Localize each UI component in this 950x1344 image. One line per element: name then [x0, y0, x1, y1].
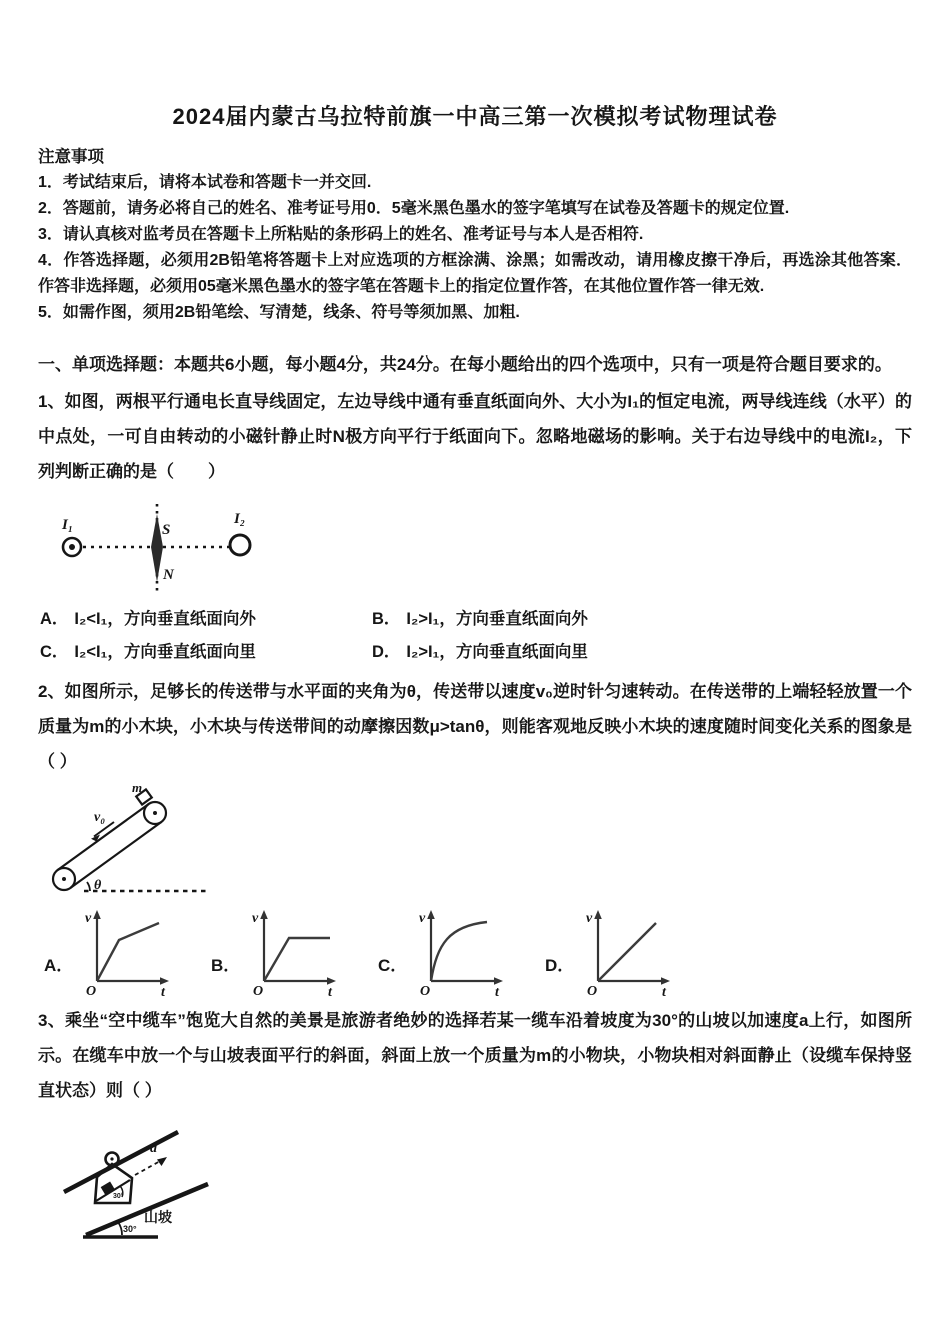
belt-speed-label: v₀ [94, 810, 106, 825]
acceleration-arrow-line [135, 1160, 162, 1175]
question-1-options [40, 609, 912, 662]
option-d-text: I₂>I₁，方向垂直纸面向里 [406, 643, 588, 661]
slope-angle-arc [118, 1222, 122, 1235]
graph-c-v-label: v [419, 911, 426, 926]
option-b-text: I₂>I₁，方向垂直纸面向外 [406, 610, 588, 628]
graph-c-o-label: O [420, 984, 431, 998]
cable-car-diagram [56, 1122, 271, 1272]
block-mass-label: m [132, 781, 143, 795]
graph-a-label: A． [44, 956, 74, 975]
t-axis-arrowhead [160, 977, 169, 985]
graph-d-t-label: t [662, 985, 667, 998]
option-d [372, 642, 912, 662]
t-axis-arrowhead [494, 977, 503, 985]
v-axis-arrowhead [427, 910, 435, 919]
graph-c-label: C． [378, 956, 408, 975]
t-axis-arrowhead [327, 977, 336, 985]
notice-item-5: 5．如需作图，须用2B铅笔绘、写清楚，线条、符号等须加黑、加粗. [38, 304, 520, 321]
acceleration-label: a [150, 1141, 157, 1156]
question-1-figure [48, 498, 912, 603]
page-title: 2024届内蒙古乌拉特前旗一中高三第一次模拟考试物理试卷 [172, 104, 778, 129]
graph-d-label: D． [545, 956, 575, 975]
north-pole-label: N [163, 567, 174, 583]
notice-item-2: 2．答题前，请务必将自己的姓名、准考证号用0．5毫米黑色墨水的签字笔填写在试卷及答题卡的规定位置. [38, 200, 790, 217]
option-a-label: A． [40, 610, 69, 628]
graph-b-label: B． [211, 956, 241, 975]
south-pole-label: S [162, 522, 171, 538]
option-b-label: B． [372, 610, 401, 628]
curve-linear [598, 923, 656, 981]
curve-concave [431, 922, 487, 981]
option-a [40, 609, 372, 629]
v-axis-arrowhead [93, 910, 101, 919]
slope-angle-label: 30° [123, 1224, 137, 1234]
question-3-text: 3、乘坐“空中缆车”饱览大自然的美景是旅游者绝妙的选择若某一缆车沿着坡度为30°的山坡以加速度a上行，如图所示。在缆车中放一个与山坡表面平行的斜面，斜面上放一个质量为m的小物块，小物块相对斜面静止（设缆车保持竖直状态）则（ ） [38, 1011, 912, 1100]
graph-option-a [44, 906, 211, 998]
graph-c-concave-saturating [411, 906, 511, 998]
option-d-label: D． [372, 643, 401, 661]
graph-a-two-slope-rising [77, 906, 177, 998]
conveyor-belt-diagram [46, 781, 226, 901]
cable-pulley-axle [110, 1157, 113, 1160]
graph-d-v-label: v [586, 911, 593, 926]
option-c-label: C． [40, 643, 69, 661]
graph-a-v-label: v [85, 911, 92, 926]
car-incline-angle-label: 30° [113, 1193, 124, 1200]
graph-a-o-label: O [86, 984, 97, 998]
right-current-label: I₂ [234, 511, 246, 527]
incline-angle-label: θ [94, 878, 102, 893]
section-1-heading: 一、单项选择题：本题共6小题，每小题4分，共24分。在每小题给出的四个选项中，只有一项是符合题目要求的。 [38, 355, 892, 374]
graph-c-t-label: t [495, 985, 500, 998]
acceleration-arrowhead [157, 1157, 167, 1166]
graph-b-v-label: v [252, 911, 259, 926]
question-1-text: 1、如图，两根平行通电长直导线固定，左边导线中通有垂直纸面向外、大小为I₁的恒定电流，两导线连线（水平）的中点处，一可自由转动的小磁针静止时N极方向平行于纸面向下。忽略地磁场的影响。关于右边导线中的电流I₂，下列判断正确的是（ ） [38, 392, 912, 481]
graph-d-o-label: O [587, 984, 598, 998]
graph-a-t-label: t [161, 985, 166, 998]
incline-angle-arc [87, 882, 90, 891]
option-c-text: I₂<I₁，方向垂直纸面向里 [74, 643, 256, 661]
graph-option-d [545, 906, 712, 998]
bottom-pulley-axle [62, 877, 66, 881]
top-pulley-axle [153, 811, 157, 815]
v-axis-arrowhead [260, 910, 268, 919]
notice-item-1: 1．考试结束后，请将本试卷和答题卡一并交回. [38, 174, 372, 191]
graph-b-t-label: t [328, 985, 333, 998]
graph-option-c [378, 906, 545, 998]
t-axis-arrowhead [661, 977, 670, 985]
graph-b-o-label: O [253, 984, 264, 998]
question-3-figure [56, 1122, 912, 1277]
curve-rise-flat [264, 938, 330, 981]
question-2-figure [46, 781, 912, 906]
graph-option-b [211, 906, 378, 998]
graph-b-rise-then-flat [244, 906, 344, 998]
right-wire-symbol [230, 535, 250, 555]
notice-heading: 注意事项 [38, 148, 104, 166]
belt-lower-edge [71, 822, 162, 888]
graph-d-straight-line [578, 906, 678, 998]
mountain-slope-label: 山坡 [144, 1209, 172, 1225]
option-b [372, 609, 912, 629]
notice-item-4: 4．作答选择题，必须用2B铅笔将答题卡上对应选项的方框涂满、涂黑；如需改动，请用橡皮擦干净后，再选涂其他答案．作答非选择题，必须用05毫米黑色墨水的签字笔在答题卡上的指定位置作答，在其他位置作答一律无效. [38, 252, 912, 295]
option-a-text: I₂<I₁，方向垂直纸面向外 [74, 610, 256, 628]
curve-two-slope [97, 923, 159, 981]
option-c [40, 642, 372, 662]
question-2-graph-options [44, 906, 912, 998]
notice-item-3: 3．请认真核对监考员在答题卡上所粘贴的条形码上的姓名、准考证号与本人是否相符. [38, 226, 644, 243]
left-wire-current-out-dot [69, 544, 75, 550]
left-current-label: I₁ [62, 517, 74, 533]
question-2-text: 2、如图所示，足够长的传送带与水平面的夹角为θ，传送带以速度v₀逆时针匀速转动。在传送带的上端轻轻放置一个质量为m的小木块，小木块与传送带间的动摩擦因数μ>tanθ，则能客观地反映小木块的速度随时间变化关系的图象是（ ） [38, 682, 912, 771]
v-axis-arrowhead [594, 910, 602, 919]
wires-compass-diagram [48, 498, 288, 598]
